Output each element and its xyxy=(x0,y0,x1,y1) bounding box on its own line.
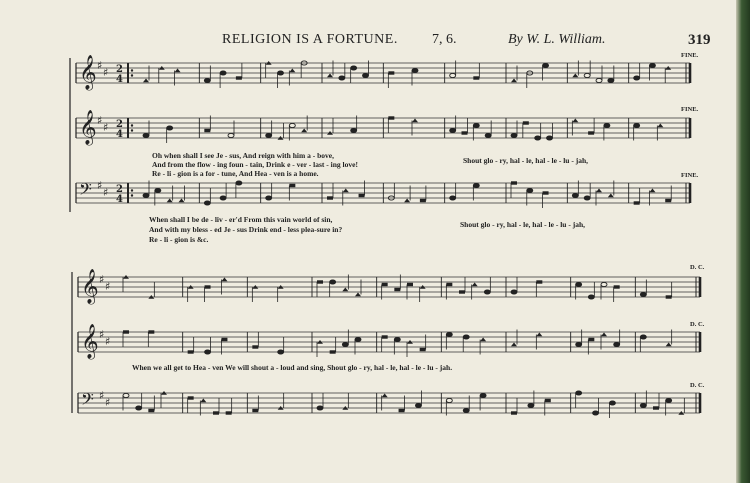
shape-note xyxy=(665,199,671,202)
note-head xyxy=(205,350,211,354)
note-head xyxy=(143,133,149,137)
shape-note xyxy=(420,199,426,202)
time-signature: 4 xyxy=(116,74,123,85)
fine-mark: FINE. xyxy=(681,52,699,59)
shape-note xyxy=(327,74,333,78)
note-head xyxy=(342,342,348,346)
note-head xyxy=(666,398,672,402)
treble-clef-icon: 𝄞 xyxy=(79,110,97,145)
note-head xyxy=(596,78,602,82)
verse-line: Oh when shall I see Je - sus, And reign with him a - bove, xyxy=(152,151,334,160)
shape-note xyxy=(204,129,210,132)
note-head xyxy=(640,403,646,407)
note-head xyxy=(640,335,646,339)
shape-note xyxy=(355,293,361,297)
note-head xyxy=(593,411,599,415)
sharp-icon: ♯ xyxy=(105,396,111,409)
note-head xyxy=(601,282,607,286)
note-head xyxy=(473,183,479,187)
note-head xyxy=(572,193,578,197)
note-head xyxy=(450,128,456,132)
note-head xyxy=(266,196,272,200)
shape-note xyxy=(342,288,348,292)
shape-note xyxy=(175,69,181,73)
shape-note xyxy=(236,76,242,79)
shape-note xyxy=(588,338,594,341)
note-head xyxy=(136,406,142,410)
note-head xyxy=(527,188,533,192)
note-head xyxy=(576,391,582,395)
shape-note xyxy=(511,411,517,414)
note-head xyxy=(480,393,486,397)
sharp-icon: ♯ xyxy=(99,273,105,286)
sharp-icon: ♯ xyxy=(97,114,103,127)
note-head xyxy=(220,71,226,75)
hymn-meter: 7, 6. xyxy=(432,32,457,47)
note-head xyxy=(446,332,452,336)
repeat-dot xyxy=(131,194,133,196)
treble-clef-icon: 𝄞 xyxy=(81,269,99,304)
shape-note xyxy=(221,278,227,282)
hymn-title: RELIGION IS A FORTUNE. xyxy=(222,32,398,47)
note-head xyxy=(394,337,400,341)
dc-mark: D. C. xyxy=(690,264,705,271)
shape-note xyxy=(543,191,549,194)
note-head xyxy=(266,133,272,137)
shape-note xyxy=(343,189,349,193)
shape-note xyxy=(252,409,258,412)
note-head xyxy=(608,78,614,82)
note-head xyxy=(584,73,590,77)
shape-note xyxy=(399,409,405,412)
note-head xyxy=(450,196,456,200)
note-head xyxy=(584,196,590,200)
shape-note xyxy=(148,409,154,412)
note-head xyxy=(547,136,553,140)
shape-note xyxy=(545,399,551,402)
time-signature: 4 xyxy=(116,194,123,205)
note-head xyxy=(220,196,226,200)
note-head xyxy=(576,342,582,346)
shape-note xyxy=(462,131,468,134)
note-head xyxy=(339,76,345,80)
shape-note xyxy=(511,79,517,83)
verse-line: When shall I be de - liv - er'd From this vain world of sin, xyxy=(149,215,333,224)
time-signature: 2 xyxy=(116,184,123,195)
note-head xyxy=(446,398,452,402)
note-head xyxy=(204,201,210,205)
dc-mark: D. C. xyxy=(690,382,705,389)
note-head xyxy=(543,63,549,67)
verse-line: When we all get to Hea - ven We will shout a - loud and sing, Shout glo - ry, hal - le, hal - le - lu - jah. xyxy=(132,363,453,372)
note-head xyxy=(351,128,357,132)
note-head xyxy=(167,126,173,130)
note-head xyxy=(204,78,210,82)
hymn-author: By W. L. William. xyxy=(508,32,606,47)
shape-note xyxy=(301,129,307,133)
shape-note xyxy=(123,330,129,333)
note-head xyxy=(155,188,161,192)
repeat-dot xyxy=(131,74,133,76)
note-head xyxy=(289,123,295,127)
note-head xyxy=(634,123,640,127)
fine-mark: FINE. xyxy=(681,172,699,179)
shape-note xyxy=(317,280,323,283)
note-head xyxy=(649,63,655,67)
note-head xyxy=(463,335,469,339)
shape-note xyxy=(226,411,232,414)
shape-note xyxy=(327,196,333,199)
shape-note xyxy=(634,201,640,204)
shape-note xyxy=(459,290,465,293)
shape-note xyxy=(572,74,578,78)
note-head xyxy=(604,123,610,127)
shape-note xyxy=(407,283,413,286)
sharp-icon: ♯ xyxy=(97,179,103,192)
note-head xyxy=(415,403,421,407)
verse-line: And from the flow - ing foun - tain, Drink e - ver - last - ing love! xyxy=(152,160,358,169)
note-head xyxy=(355,337,361,341)
sharp-icon: ♯ xyxy=(105,335,111,348)
shape-note xyxy=(252,345,258,348)
book-edge xyxy=(736,0,750,483)
note-head xyxy=(278,71,284,75)
shape-note xyxy=(213,411,219,414)
shape-note xyxy=(388,116,394,119)
shape-note xyxy=(143,79,149,83)
shape-note xyxy=(511,181,517,184)
note-head xyxy=(511,133,517,137)
shape-note xyxy=(382,283,388,286)
dc-mark: D. C. xyxy=(690,321,705,328)
shape-note xyxy=(666,295,672,298)
shape-note xyxy=(511,343,517,347)
note-head xyxy=(588,295,594,299)
note-head xyxy=(317,406,323,410)
note-head xyxy=(609,401,615,405)
sharp-icon: ♯ xyxy=(103,186,109,199)
shape-note xyxy=(536,333,542,337)
shape-note xyxy=(657,124,663,128)
shape-note xyxy=(179,199,185,203)
repeat-dot xyxy=(131,124,133,126)
shape-note xyxy=(473,76,479,79)
note-head xyxy=(228,133,234,137)
note-head xyxy=(473,123,479,127)
note-head xyxy=(363,73,369,77)
shape-note xyxy=(200,399,206,403)
note-head xyxy=(614,342,620,346)
shape-note xyxy=(382,394,388,398)
sharp-icon: ♯ xyxy=(105,280,111,293)
shape-note xyxy=(188,350,194,353)
shape-note xyxy=(188,396,194,399)
chorus-line: Shout glo - ry, hal - le, hal - le - lu - jah, xyxy=(460,220,586,229)
repeat-dot xyxy=(131,129,133,131)
shape-note xyxy=(653,406,659,409)
repeat-dot xyxy=(131,69,133,71)
shape-note xyxy=(404,199,410,203)
verse-line: Re - li - gion is a for - tune, And Hea - ven is a home. xyxy=(152,169,319,178)
note-head xyxy=(528,403,534,407)
shape-note xyxy=(480,338,486,342)
note-head xyxy=(351,66,357,70)
shape-note xyxy=(412,119,418,123)
note-head xyxy=(640,292,646,296)
shape-note xyxy=(359,194,365,197)
shape-note xyxy=(666,343,672,347)
note-head xyxy=(634,76,640,80)
note-head xyxy=(143,193,149,197)
verse-line: And with my bless - ed Je - sus Drink end - less plea-sure in? xyxy=(149,225,343,234)
note-head xyxy=(535,136,541,140)
note-head xyxy=(412,68,418,72)
sharp-icon: ♯ xyxy=(103,66,109,79)
note-head xyxy=(576,282,582,286)
shape-note xyxy=(205,285,211,288)
shape-note xyxy=(420,348,426,351)
shape-note xyxy=(596,189,602,193)
shape-note xyxy=(588,131,594,134)
shape-note xyxy=(148,330,154,333)
note-head xyxy=(330,280,336,284)
shape-note xyxy=(608,194,614,198)
time-signature: 2 xyxy=(116,64,123,75)
shape-note xyxy=(167,199,173,203)
shape-note xyxy=(572,119,578,123)
note-head xyxy=(485,133,491,137)
chorus-line: Shout glo - ry, hal - le, hal - le - lu - jah, xyxy=(463,156,589,165)
shape-note xyxy=(536,280,542,283)
note-head xyxy=(463,408,469,412)
treble-clef-icon: 𝄞 xyxy=(79,55,97,90)
shape-note xyxy=(382,335,388,338)
note-head xyxy=(450,73,456,77)
time-signature: 4 xyxy=(116,129,123,140)
verse-line: Re - li - gion is &c. xyxy=(149,235,209,244)
sharp-icon: ♯ xyxy=(99,328,105,341)
note-head xyxy=(236,181,242,185)
shape-note xyxy=(289,69,295,73)
time-signature: 2 xyxy=(116,119,123,130)
shape-note xyxy=(523,121,529,124)
shape-note xyxy=(388,71,394,74)
fine-mark: FINE. xyxy=(681,106,699,113)
shape-note xyxy=(614,285,620,288)
bass-clef-icon: 𝄢 xyxy=(79,179,92,203)
shape-note xyxy=(472,283,478,287)
shape-note xyxy=(649,189,655,193)
note-head xyxy=(278,350,284,354)
note-head xyxy=(511,290,517,294)
note-head xyxy=(123,393,129,397)
shape-note xyxy=(601,333,607,337)
sharp-icon: ♯ xyxy=(103,121,109,134)
sharp-icon: ♯ xyxy=(97,59,103,72)
page-number: 319 xyxy=(688,32,711,48)
treble-clef-icon: 𝄞 xyxy=(81,324,99,359)
note-head xyxy=(484,290,490,294)
repeat-dot xyxy=(131,189,133,191)
shape-note xyxy=(330,350,336,353)
bass-clef-icon: 𝄢 xyxy=(81,389,94,413)
shape-note xyxy=(289,184,295,187)
shape-note xyxy=(446,283,452,286)
sharp-icon: ♯ xyxy=(99,389,105,402)
shape-note xyxy=(394,288,400,291)
shape-note xyxy=(221,338,227,341)
